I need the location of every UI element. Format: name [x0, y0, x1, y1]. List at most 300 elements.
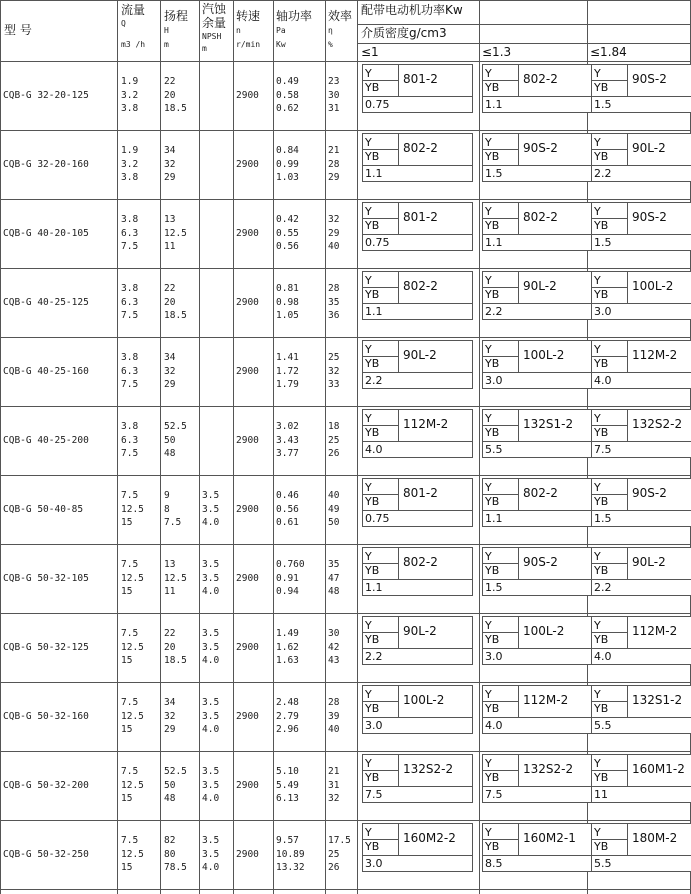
motor-model-code: 90S-2: [523, 555, 558, 569]
motor-type-y: Y: [594, 136, 601, 149]
efficiency-cell-value: 40: [328, 724, 340, 735]
head-cell-value: 48: [164, 448, 176, 459]
flow-cell-value: 7.5: [121, 559, 139, 570]
motor-box: [591, 409, 691, 458]
motor-box-divider: [627, 686, 628, 717]
motor-box-divider: [398, 410, 399, 441]
motor-power-kw: 7.5: [365, 788, 383, 801]
shaft-power-cell-value: 5.49: [276, 779, 299, 791]
row-divider: [0, 61, 691, 62]
head-cell-value: 52.5: [164, 766, 187, 777]
motor-model-code: 132S2-2: [403, 762, 454, 776]
model-cell: CQB-G 32-20-160: [3, 159, 89, 170]
head-cell-value: 34: [164, 145, 176, 156]
head-cell-value: 29: [164, 172, 176, 183]
npsh-cell: [202, 696, 219, 737]
flow-cell-value: 3.8: [121, 352, 139, 363]
motor-model-code: 802-2: [523, 486, 558, 500]
npsh-cell-value: 3.5: [202, 710, 220, 722]
efficiency-cell-value: 17.5: [328, 835, 351, 846]
motor-power-kw: 1.5: [485, 581, 503, 594]
motor-box-divider: [627, 134, 628, 165]
efficiency-cell: [328, 765, 339, 806]
motor-box-divider: [483, 372, 592, 373]
shaft-power-cell: [276, 765, 299, 806]
motor-power-kw: 7.5: [594, 443, 612, 456]
motor-power-kw: 8.5: [485, 857, 503, 870]
motor-box-divider: [592, 96, 691, 97]
motor-model-code: 112M-2: [632, 624, 678, 638]
motor-box-divider: [483, 855, 592, 856]
flow-cell: [121, 696, 144, 737]
efficiency-cell: [328, 489, 339, 530]
motor-box-divider: [627, 65, 628, 96]
motor-box: [591, 547, 691, 596]
motor-box-divider: [518, 410, 519, 441]
row-divider: [0, 199, 691, 200]
npsh-cell-value: 3.5: [202, 572, 220, 584]
motor-type-yb: YB: [594, 219, 609, 232]
header-model: 型 号: [4, 23, 32, 37]
motor-model-code: 132S2-2: [523, 762, 574, 776]
speed-cell: 2900: [236, 642, 259, 653]
efficiency-cell: [328, 75, 339, 116]
shaft-power-cell-value: 0.56: [276, 241, 299, 252]
head-cell-value: 12.5: [164, 572, 187, 584]
motor-power-kw: 1.1: [365, 305, 383, 318]
flow-cell-value: 3.2: [121, 89, 139, 101]
efficiency-cell-value: 25: [328, 434, 340, 446]
efficiency-cell-value: 26: [328, 448, 340, 459]
motor-box: [362, 133, 473, 182]
header-speed-unit: r/min: [236, 40, 261, 49]
flow-cell-value: 7.5: [121, 628, 139, 639]
motor-box-divider: [627, 548, 628, 579]
flow-cell: [121, 144, 138, 185]
efficiency-cell-value: 30: [328, 628, 340, 639]
column-divider: [479, 0, 480, 894]
motor-box-divider: [363, 372, 472, 373]
motor-type-y: Y: [485, 136, 492, 149]
head-cell-value: 52.5: [164, 421, 187, 432]
head-cell-value: 82: [164, 835, 176, 846]
motor-power-kw: 1.1: [485, 236, 503, 249]
motor-type-yb: YB: [365, 840, 380, 853]
header-head-symbol: H: [164, 26, 169, 35]
flow-cell-value: 15: [121, 724, 133, 735]
efficiency-cell: [328, 351, 339, 392]
flow-cell-value: 7.5: [121, 766, 139, 777]
motor-type-yb: YB: [485, 702, 500, 715]
motor-box: [591, 478, 691, 527]
efficiency-cell-value: 50: [328, 517, 340, 528]
header-shaft-power: 轴功率: [276, 9, 313, 23]
header-efficiency-symbol: η: [328, 26, 333, 35]
flow-cell-value: 12.5: [121, 848, 144, 860]
motor-box-divider: [627, 479, 628, 510]
motor-box: [591, 340, 691, 389]
header-npsh-unit: m: [202, 44, 207, 53]
motor-type-y: Y: [365, 274, 372, 287]
efficiency-cell-value: 28: [328, 158, 340, 170]
flow-cell: [121, 282, 138, 323]
motor-box-divider: [518, 341, 519, 372]
flow-cell-value: 3.8: [121, 214, 139, 225]
motor-box: [482, 64, 593, 113]
motor-type-yb: YB: [365, 495, 380, 508]
npsh-cell: [202, 489, 219, 530]
header-flow-unit: m3 /h: [121, 40, 146, 49]
row-divider: [0, 337, 691, 338]
shaft-power-cell-value: 0.62: [276, 103, 299, 114]
motor-type-y: Y: [485, 481, 492, 494]
motor-type-yb: YB: [365, 771, 380, 784]
head-cell-value: 48: [164, 793, 176, 804]
motor-box-divider: [363, 717, 472, 718]
motor-power-kw: 5.5: [594, 719, 612, 732]
header-head: 扬程: [164, 9, 189, 23]
flow-cell-value: 12.5: [121, 572, 144, 584]
motor-type-yb: YB: [365, 426, 380, 439]
npsh-cell-value: 3.5: [202, 628, 220, 639]
motor-box-divider: [363, 303, 472, 304]
efficiency-cell: [328, 834, 351, 875]
flow-cell-value: 7.5: [121, 448, 139, 459]
head-cell: [164, 627, 187, 668]
head-cell-value: 8: [164, 503, 170, 515]
shaft-power-cell-value: 0.98: [276, 296, 299, 308]
motor-box-divider: [398, 824, 399, 855]
motor-box: [482, 685, 593, 734]
motor-model-code: 160M2-2: [403, 831, 456, 845]
motor-type-y: Y: [485, 826, 492, 839]
motor-power-kw: 2.2: [365, 650, 383, 663]
speed-cell: 2900: [236, 711, 259, 722]
motor-box: [362, 202, 473, 251]
motor-type-yb: YB: [485, 633, 500, 646]
motor-box-divider: [483, 786, 592, 787]
head-cell-value: 13: [164, 559, 176, 570]
model-cell: CQB-G 50-32-250: [3, 849, 89, 860]
shaft-power-cell: [276, 420, 299, 461]
motor-model-code: 90L-2: [632, 141, 666, 155]
motor-model-code: 801-2: [403, 72, 438, 86]
row-divider: [0, 268, 691, 269]
motor-model-code: 112M-2: [632, 348, 678, 362]
header-subdivider: [357, 24, 690, 25]
flow-cell-value: 6.3: [121, 434, 139, 446]
motor-type-y: Y: [594, 550, 601, 563]
motor-type-yb: YB: [485, 495, 500, 508]
shaft-power-cell-value: 0.46: [276, 490, 299, 501]
motor-type-yb: YB: [594, 633, 609, 646]
motor-model-code: 802-2: [403, 555, 438, 569]
shaft-power-cell-value: 13.32: [276, 862, 305, 873]
efficiency-cell: [328, 627, 339, 668]
motor-box-divider: [627, 272, 628, 303]
motor-box: [362, 64, 473, 113]
shaft-power-cell-value: 2.79: [276, 710, 299, 722]
motor-box-divider: [363, 510, 472, 511]
npsh-cell: [202, 765, 219, 806]
efficiency-cell-value: 35: [328, 559, 340, 570]
motor-type-yb: YB: [594, 288, 609, 301]
head-cell-value: 32: [164, 365, 176, 377]
motor-model-code: 802-2: [523, 72, 558, 86]
motor-model-code: 112M-2: [403, 417, 449, 431]
motor-box-divider: [398, 65, 399, 96]
motor-model-code: 100L-2: [523, 348, 565, 362]
npsh-cell-value: 3.5: [202, 848, 220, 860]
row-divider: [0, 820, 691, 821]
motor-type-yb: YB: [594, 81, 609, 94]
head-cell-value: 9: [164, 490, 170, 501]
motor-box-divider: [483, 648, 592, 649]
motor-type-y: Y: [594, 619, 601, 632]
motor-box-divider: [592, 510, 691, 511]
npsh-cell-value: 4.0: [202, 793, 220, 804]
head-cell: [164, 558, 187, 599]
motor-box: [482, 478, 593, 527]
efficiency-cell: [328, 696, 339, 737]
motor-power-kw: 5.5: [594, 857, 612, 870]
shaft-power-cell-value: 10.89: [276, 848, 305, 860]
row-divider: [0, 406, 691, 407]
shaft-power-cell: [276, 489, 299, 530]
motor-box-divider: [398, 479, 399, 510]
motor-box-divider: [627, 824, 628, 855]
motor-type-y: Y: [594, 688, 601, 701]
motor-box-divider: [398, 686, 399, 717]
speed-cell: 2900: [236, 159, 259, 170]
header-subdivider: [357, 43, 690, 44]
head-cell-value: 32: [164, 158, 176, 170]
motor-type-y: Y: [594, 412, 601, 425]
efficiency-cell-value: 47: [328, 572, 340, 584]
flow-cell-value: 6.3: [121, 227, 139, 239]
flow-cell: [121, 213, 138, 254]
shaft-power-cell: [276, 558, 305, 599]
density-level-2: ≤1.3: [482, 45, 512, 59]
shaft-power-cell-value: 0.94: [276, 586, 299, 597]
motor-type-yb: YB: [485, 288, 500, 301]
shaft-power-cell-value: 1.49: [276, 628, 299, 639]
npsh-cell-value: 4.0: [202, 655, 220, 666]
efficiency-cell-value: 28: [328, 283, 340, 294]
motor-type-yb: YB: [365, 81, 380, 94]
shaft-power-cell: [276, 75, 299, 116]
motor-type-yb: YB: [485, 219, 500, 232]
head-cell-value: 22: [164, 628, 176, 639]
flow-cell-value: 15: [121, 586, 133, 597]
head-cell: [164, 834, 187, 875]
head-cell: [164, 144, 175, 185]
shaft-power-cell: [276, 213, 299, 254]
shaft-power-cell-value: 2.96: [276, 724, 299, 735]
flow-cell-value: 3.8: [121, 103, 139, 114]
motor-box: [482, 133, 593, 182]
flow-cell-value: 3.8: [121, 421, 139, 432]
head-cell-value: 50: [164, 779, 176, 791]
motor-box-divider: [363, 579, 472, 580]
motor-power-kw: 2.2: [594, 581, 612, 594]
model-cell: CQB-G 40-25-160: [3, 366, 89, 377]
head-cell-value: 80: [164, 848, 176, 860]
motor-power-kw: 1.1: [365, 167, 383, 180]
motor-type-y: Y: [365, 550, 372, 563]
motor-box: [362, 340, 473, 389]
shaft-power-cell-value: 1.05: [276, 310, 299, 321]
motor-model-code: 801-2: [403, 210, 438, 224]
flow-cell-value: 12.5: [121, 779, 144, 791]
motor-power-kw: 2.2: [485, 305, 503, 318]
motor-model-code: 802-2: [523, 210, 558, 224]
shaft-power-cell: [276, 834, 305, 875]
npsh-cell: [202, 834, 219, 875]
motor-power-kw: 4.0: [485, 719, 503, 732]
shaft-power-cell-value: 0.61: [276, 517, 299, 528]
flow-cell-value: 7.5: [121, 241, 139, 252]
motor-box-divider: [518, 824, 519, 855]
motor-type-y: Y: [485, 67, 492, 80]
head-cell-value: 22: [164, 283, 176, 294]
npsh-cell-value: 3.5: [202, 697, 220, 708]
motor-type-y: Y: [365, 412, 372, 425]
motor-model-code: 160M2-1: [523, 831, 576, 845]
motor-power-kw: 3.0: [365, 857, 383, 870]
motor-type-y: Y: [365, 205, 372, 218]
column-divider: [117, 0, 118, 894]
npsh-cell-value: 3.5: [202, 766, 220, 777]
motor-type-y: Y: [594, 205, 601, 218]
head-cell: [164, 351, 175, 392]
shaft-power-cell-value: 0.55: [276, 227, 299, 239]
motor-box-divider: [518, 65, 519, 96]
flow-cell-value: 7.5: [121, 490, 139, 501]
motor-box-divider: [592, 441, 691, 442]
model-cell: CQB-G 32-20-125: [3, 90, 89, 101]
model-cell: CQB-G 50-32-200: [3, 780, 89, 791]
shaft-power-cell-value: 0.91: [276, 572, 299, 584]
motor-power-kw: 2.2: [594, 167, 612, 180]
efficiency-cell-value: 26: [328, 862, 340, 873]
header-npsh-symbol: NPSH: [202, 32, 222, 41]
npsh-cell: [202, 558, 219, 599]
motor-model-code: 90S-2: [632, 486, 667, 500]
motor-box: [482, 271, 593, 320]
row-divider: [0, 544, 691, 545]
motor-box-divider: [518, 134, 519, 165]
flow-cell-value: 12.5: [121, 641, 144, 653]
flow-cell: [121, 558, 144, 599]
motor-type-y: Y: [365, 757, 372, 770]
shaft-power-cell-value: 0.49: [276, 76, 299, 87]
header-head-unit: m: [164, 40, 169, 49]
motor-box: [362, 823, 473, 872]
motor-model-code: 90S-2: [632, 210, 667, 224]
motor-box: [482, 823, 593, 872]
header-shaft-power-symbol: Pa: [276, 26, 286, 35]
model-cell: CQB-G 50-40-85: [3, 504, 84, 515]
motor-box-divider: [398, 272, 399, 303]
head-cell: [164, 420, 187, 461]
motor-box-divider: [483, 717, 592, 718]
motor-model-code: 100L-2: [523, 624, 565, 638]
motor-box-divider: [483, 510, 592, 511]
motor-model-code: 90S-2: [632, 72, 667, 86]
efficiency-cell-value: 30: [328, 89, 340, 101]
motor-box-divider: [592, 165, 691, 166]
shaft-power-cell-value: 3.77: [276, 448, 299, 459]
npsh-cell-value: 4.0: [202, 724, 220, 735]
head-cell-value: 34: [164, 697, 176, 708]
motor-type-y: Y: [594, 481, 601, 494]
efficiency-cell: [328, 558, 339, 599]
efficiency-cell-value: 49: [328, 503, 340, 515]
motor-power-kw: 7.5: [485, 788, 503, 801]
efficiency-cell-value: 32: [328, 793, 340, 804]
motor-type-yb: YB: [365, 219, 380, 232]
shaft-power-cell-value: 0.56: [276, 503, 299, 515]
motor-type-yb: YB: [594, 495, 609, 508]
motor-power-kw: 3.0: [485, 374, 503, 387]
shaft-power-cell-value: 0.99: [276, 158, 299, 170]
model-cell: CQB-G 40-25-200: [3, 435, 89, 446]
shaft-power-cell-value: 5.10: [276, 766, 299, 777]
motor-type-y: Y: [365, 136, 372, 149]
motor-box: [362, 478, 473, 527]
efficiency-cell: [328, 213, 339, 254]
shaft-power-cell: [276, 282, 299, 323]
motor-type-yb: YB: [365, 150, 380, 163]
motor-power-kw: 3.0: [485, 650, 503, 663]
motor-type-yb: YB: [485, 840, 500, 853]
npsh-cell: [202, 627, 219, 668]
motor-type-yb: YB: [485, 150, 500, 163]
row-divider: [0, 751, 691, 752]
motor-box: [362, 547, 473, 596]
motor-box: [591, 271, 691, 320]
motor-model-code: 90L-2: [403, 624, 437, 638]
motor-type-y: Y: [365, 688, 372, 701]
motor-model-code: 90L-2: [632, 555, 666, 569]
motor-box-divider: [627, 410, 628, 441]
motor-box-divider: [398, 203, 399, 234]
flow-cell-value: 7.5: [121, 310, 139, 321]
head-cell: [164, 696, 175, 737]
motor-power-kw: 5.5: [485, 443, 503, 456]
motor-power-kw: 4.0: [594, 650, 612, 663]
efficiency-cell-value: 32: [328, 214, 340, 225]
motor-box-divider: [592, 372, 691, 373]
head-cell-value: 20: [164, 89, 176, 101]
flow-cell-value: 3.2: [121, 158, 139, 170]
shaft-power-cell-value: 1.62: [276, 641, 299, 653]
row-divider: [0, 889, 691, 890]
flow-cell-value: 15: [121, 862, 133, 873]
motor-box: [482, 340, 593, 389]
flow-cell-value: 15: [121, 517, 133, 528]
motor-power-kw: 0.75: [365, 512, 390, 525]
efficiency-cell-value: 25: [328, 352, 340, 363]
motor-model-code: 90S-2: [523, 141, 558, 155]
motor-box: [362, 271, 473, 320]
head-cell-value: 22: [164, 76, 176, 87]
speed-cell: 2900: [236, 780, 259, 791]
shaft-power-cell: [276, 627, 299, 668]
motor-box-divider: [398, 548, 399, 579]
flow-cell-value: 12.5: [121, 503, 144, 515]
